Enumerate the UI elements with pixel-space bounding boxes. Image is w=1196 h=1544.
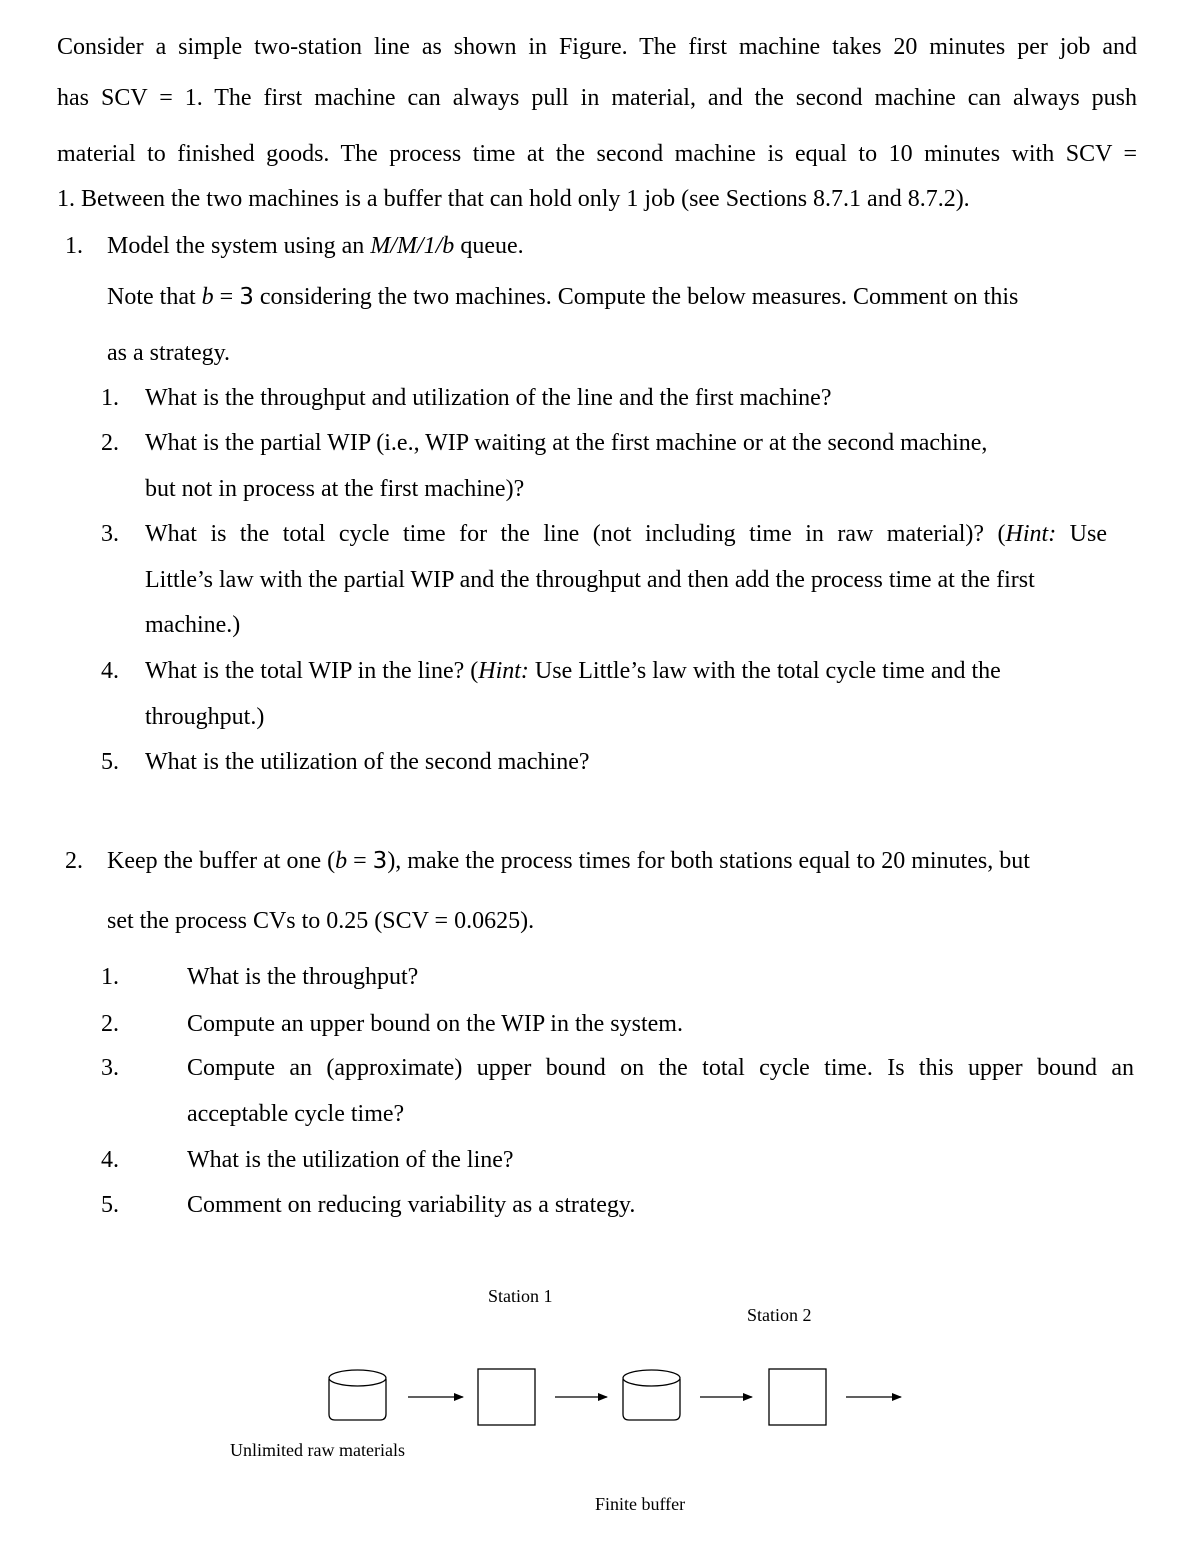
part1-title: Model the system using an M/M/1/b queue. bbox=[107, 233, 524, 259]
p1-q2-number: 2. bbox=[101, 430, 119, 456]
station1-label: Station 1 bbox=[488, 1286, 553, 1306]
p2-q3-text-2: acceptable cycle time? bbox=[187, 1101, 405, 1127]
p1-q3-text-1: What is the total cycle time for the line (not including time in raw material)? (Hint: Use bbox=[145, 521, 1108, 547]
p2-q5-text: Comment on reducing variability as a strategy. bbox=[187, 1192, 636, 1218]
p1-q2-text-1: What is the partial WIP (i.e., WIP waiting at the first machine or at the second machine, bbox=[145, 430, 988, 456]
p1-q5-number: 5. bbox=[101, 749, 119, 775]
intro-line-4: 1. Between the two machines is a buffer that can hold only 1 job (see Sections 8.7.1 and 8.7.2). bbox=[57, 186, 970, 212]
part2-title: Keep the buffer at one (b = 3), make the process times for both stations equal to 20 minutes, but bbox=[107, 848, 1030, 874]
p1-q5-text: What is the utilization of the second machine? bbox=[145, 749, 590, 775]
part2-number: 2. bbox=[65, 848, 83, 874]
raw-material-storage-icon bbox=[329, 1370, 386, 1420]
p2-q3-text-1: Compute an (approximate) upper bound on the total cycle time. Is this upper bound an bbox=[187, 1055, 1134, 1081]
p2-q4-number: 4. bbox=[101, 1147, 119, 1173]
finite-buffer-icon bbox=[623, 1370, 680, 1420]
part1-note-cont: as a strategy. bbox=[107, 340, 231, 366]
p2-q5-number: 5. bbox=[101, 1192, 119, 1218]
p1-q4-text-1: What is the total WIP in the line? (Hint: Use Little’s law with the total cycle time and the bbox=[145, 658, 1001, 684]
p1-q1-number: 1. bbox=[101, 385, 119, 411]
p2-q2-number: 2. bbox=[101, 1011, 119, 1037]
p1-q1-text: What is the throughput and utilization of the line and the first machine? bbox=[145, 385, 832, 411]
part1-number: 1. bbox=[65, 233, 83, 259]
p1-q2-text-2: but not in process at the first machine)? bbox=[145, 476, 525, 502]
queue-notation: M/M/1/b bbox=[370, 233, 455, 259]
p1-q3-text-3: machine.) bbox=[145, 612, 241, 638]
p2-q4-text: What is the utilization of the line? bbox=[187, 1147, 514, 1173]
p1-q4-number: 4. bbox=[101, 658, 119, 684]
intro-line-2: has SCV = 1. The first machine can always pull in material, and the second machine can always push bbox=[57, 85, 1137, 111]
intro-line-3: material to finished goods. The process time at the second machine is equal to 10 minutes with SCV = bbox=[57, 141, 1137, 167]
p2-q1-text: What is the throughput? bbox=[187, 964, 419, 990]
station2-machine-icon bbox=[769, 1369, 826, 1425]
p1-q4-text-2: throughput.) bbox=[145, 704, 265, 730]
station1-machine-icon bbox=[478, 1369, 535, 1425]
p1-q3-text-2: Little’s law with the partial WIP and the throughput and then add the process time at the first bbox=[145, 567, 1035, 593]
p1-q3-number: 3. bbox=[101, 521, 119, 547]
station2-label: Station 2 bbox=[747, 1305, 812, 1325]
finite-buffer-label: Finite buffer bbox=[595, 1494, 686, 1514]
part1-note: Note that b = 3 considering the two machines. Compute the below measures. Comment on this bbox=[107, 284, 1019, 310]
p2-q1-number: 1. bbox=[101, 964, 119, 990]
p2-q3-number: 3. bbox=[101, 1055, 119, 1081]
part2-title-cont: set the process CVs to 0.25 (SCV = 0.0625). bbox=[107, 908, 535, 934]
p2-q2-text: Compute an upper bound on the WIP in the system. bbox=[187, 1011, 683, 1037]
raw-materials-label: Unlimited raw materials bbox=[230, 1440, 405, 1460]
intro-line-1: Consider a simple two-station line as shown in Figure. The first machine takes 20 minutes per job and bbox=[57, 34, 1137, 60]
